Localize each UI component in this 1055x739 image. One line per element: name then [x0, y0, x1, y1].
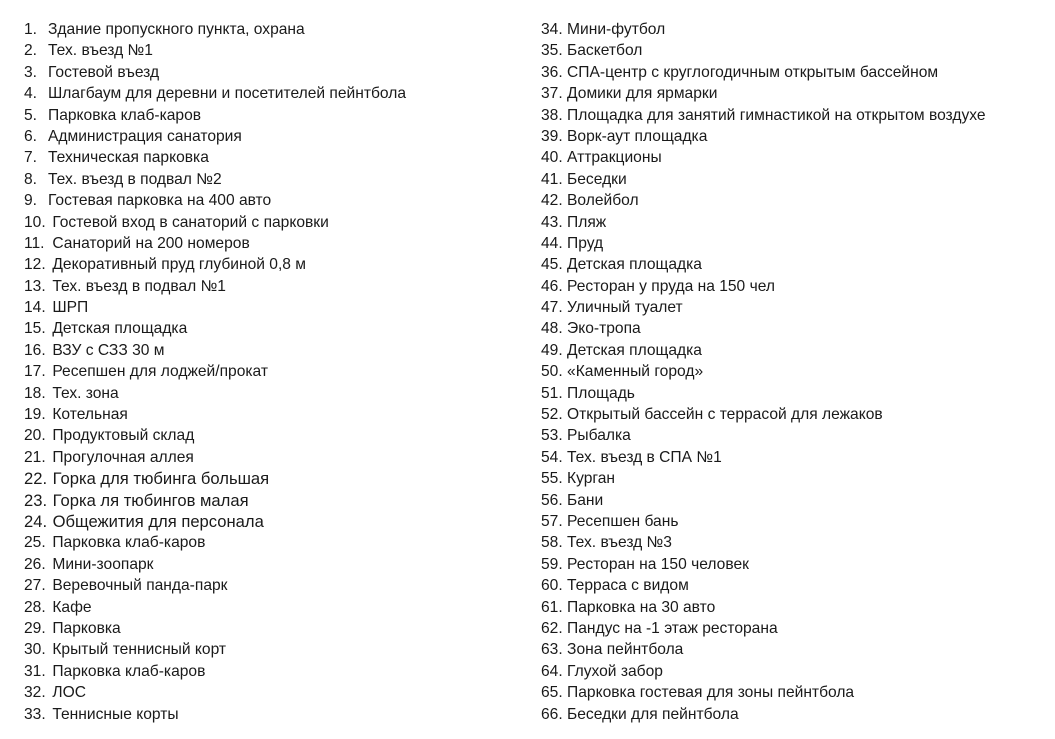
legend-item-label: Тех. въезд в подвал №2	[48, 170, 222, 188]
legend-item-label: Горка ля тюбингов малая	[52, 490, 249, 510]
legend-item-label: Декоративный пруд глубиной 0,8 м	[52, 256, 307, 274]
legend-item-number: 9.	[24, 192, 38, 210]
legend-item	[24, 169, 524, 190]
legend-item-label: Тех. въезд №3	[567, 534, 672, 552]
legend-item	[541, 62, 1055, 83]
legend-item	[541, 254, 1055, 275]
legend-item-label: Баскетбол	[567, 42, 643, 60]
legend-item-number: 56.	[541, 491, 563, 509]
legend-item	[541, 618, 1055, 639]
legend-item	[541, 276, 1055, 297]
legend-item-number: 54.	[541, 448, 563, 466]
legend-item-label: СПА-центр с круглогодичным открытым бассейном	[567, 63, 939, 81]
legend-item-label: Тех. въезд №1	[48, 42, 153, 60]
legend-item-label: Площадка для занятий гимнастикой на открытом воздухе	[567, 106, 986, 124]
legend-item-label: Рыбалка	[567, 427, 631, 445]
legend-item-label: Пляж	[567, 213, 607, 231]
legend-item-number: 42.	[541, 192, 563, 210]
legend-item-label: Парковка клаб-каров	[52, 662, 206, 680]
legend-item-label: Санаторий на 200 номеров	[52, 234, 250, 252]
legend-item	[541, 704, 1055, 725]
legend-item-label: Парковка клаб-каров	[48, 106, 202, 124]
legend-item-label: Беседки для пейнтбола	[567, 705, 739, 723]
legend-item-label: Детская площадка	[567, 256, 702, 274]
legend-item-number: 48.	[541, 320, 563, 338]
legend-item	[541, 404, 1055, 425]
legend-item	[541, 169, 1055, 190]
legend-item	[24, 297, 524, 318]
legend-item-label: Общежития для персонала	[52, 511, 264, 531]
legend-item-number: 20.	[24, 427, 46, 445]
legend-item	[541, 597, 1055, 618]
legend-item-number: 26.	[24, 555, 46, 573]
legend-item-number: 18.	[24, 384, 46, 402]
legend-item-number: 33.	[24, 705, 46, 723]
legend-item	[24, 105, 524, 126]
legend-item-label: Мини-зоопарк	[52, 555, 154, 573]
legend-item-number: 10.	[24, 213, 46, 231]
legend-item	[541, 468, 1055, 489]
legend-item-number: 60.	[541, 577, 563, 595]
legend-item-label: Парковка гостевая для зоны пейнтбола	[567, 684, 855, 702]
legend-item-number: 31.	[24, 662, 46, 680]
legend-item-number: 38.	[541, 106, 563, 124]
legend-item-number: 55.	[541, 470, 563, 488]
legend-item-number: 13.	[24, 277, 46, 295]
legend-item-number: 3.	[24, 63, 38, 81]
legend-item-label: Тех. въезд в подвал №1	[52, 277, 226, 295]
legend-item-label: «Каменный город»	[567, 363, 704, 381]
legend-item-number: 35.	[541, 42, 563, 60]
legend-item	[24, 62, 524, 83]
legend-item-number: 16.	[24, 341, 46, 359]
legend-item-label: Терраса с видом	[567, 577, 689, 595]
legend-item	[24, 126, 524, 147]
legend-item	[541, 105, 1055, 126]
legend-item	[541, 83, 1055, 104]
legend-item	[541, 318, 1055, 339]
legend-item-number: 52.	[541, 406, 563, 424]
legend-item-label: Гостевой въезд	[48, 63, 160, 81]
legend-item-number: 40.	[541, 149, 563, 167]
legend-item-number: 32.	[24, 684, 46, 702]
legend-item	[24, 383, 524, 404]
legend-item-label: Эко-тропа	[567, 320, 641, 338]
legend-item-label: Мини-футбол	[567, 21, 666, 38]
legend-item-label: Домики для ярмарки	[567, 85, 718, 103]
legend-item-label: Парковка	[52, 619, 121, 637]
legend-item-number: 28.	[24, 598, 46, 616]
legend-item-label: Шлагбаум для деревни и посетителей пейнтбола	[48, 85, 407, 103]
legend-item	[541, 340, 1055, 361]
legend-item	[24, 83, 524, 104]
legend-item-number: 6.	[24, 127, 38, 145]
legend-item-label: Теннисные корты	[52, 705, 179, 723]
legend-item-label: Гостевая парковка на 400 авто	[48, 192, 272, 210]
legend-item-number: 34.	[541, 21, 563, 38]
legend-item-label: Тех. зона	[52, 384, 119, 402]
legend-item-number: 30.	[24, 641, 46, 659]
legend-item-number: 51.	[541, 384, 563, 402]
legend-item	[541, 490, 1055, 511]
legend-item-number: 11.	[24, 234, 45, 252]
legend-item-number: 64.	[541, 662, 563, 680]
legend-item	[24, 212, 524, 233]
legend-item-number: 65.	[541, 684, 563, 702]
legend-item	[24, 704, 524, 725]
legend-item-number: 19.	[24, 406, 46, 424]
legend-item-number: 57.	[541, 512, 563, 530]
legend-item	[541, 682, 1055, 703]
legend-item	[24, 639, 524, 660]
legend-item-label: Пруд	[567, 234, 604, 252]
legend-list	[0, 19, 1055, 729]
legend-item-number: 47.	[541, 299, 563, 317]
legend-item	[24, 661, 524, 682]
legend-item-number: 49.	[541, 341, 563, 359]
legend-item-label: Волейбол	[567, 192, 639, 210]
legend-item-label: Уличный туалет	[567, 299, 683, 317]
legend-item-number: 23.	[24, 490, 48, 510]
legend-item-label: Парковка клаб-каров	[52, 534, 206, 552]
legend-item	[24, 682, 524, 703]
legend-item-label: Детская площадка	[567, 341, 702, 359]
legend-item-label: Зона пейнтбола	[567, 641, 684, 659]
legend-item-label: Ресепшен бань	[567, 512, 679, 530]
legend-item-label: Ресторан у пруда на 150 чел	[567, 277, 775, 295]
legend-item-label: ВЗУ с СЗЗ 30 м	[52, 341, 165, 359]
legend-item-label: Крытый теннисный корт	[52, 641, 227, 659]
legend-item-number: 36.	[541, 63, 563, 81]
legend-item-number: 7.	[24, 149, 38, 167]
legend-item	[24, 276, 524, 297]
legend-item	[24, 190, 524, 211]
legend-item-number: 12.	[24, 256, 46, 274]
legend-item-number: 63.	[541, 641, 563, 659]
legend-item-label: Открытый бассейн с террасой для лежаков	[567, 406, 883, 424]
legend-item-number: 17.	[24, 363, 46, 381]
legend-item	[541, 361, 1055, 382]
legend-item-label: ЛОС	[52, 684, 86, 702]
legend-item	[541, 532, 1055, 553]
legend-item-number: 2.	[24, 42, 38, 60]
legend-item	[541, 40, 1055, 61]
legend-item-label: Аттракционы	[567, 149, 662, 167]
legend-item-label: Бани	[567, 491, 604, 509]
legend-item-label: ШРП	[52, 299, 89, 317]
legend-item-label: Горка для тюбинга большая	[52, 469, 270, 489]
legend-item	[541, 425, 1055, 446]
legend-item	[24, 532, 524, 553]
legend-item-number: 1.	[24, 21, 38, 38]
legend-item	[24, 404, 524, 425]
legend-item	[541, 383, 1055, 404]
legend-item-number: 8.	[24, 170, 38, 188]
legend-item	[24, 511, 524, 532]
legend-item-label: Ресторан на 150 человек	[567, 555, 749, 573]
legend-item	[541, 212, 1055, 233]
legend-item-label: Тех. въезд в СПА №1	[567, 448, 722, 466]
legend-item-label: Глухой забор	[567, 662, 663, 680]
legend-item-number: 37.	[541, 85, 563, 103]
legend-item	[24, 318, 524, 339]
legend-item-number: 43.	[541, 213, 563, 231]
legend-item-label: Кафе	[52, 598, 92, 616]
legend-item-number: 39.	[541, 127, 563, 145]
legend-item-number: 25.	[24, 534, 46, 552]
legend-item-number: 41.	[541, 170, 563, 188]
legend-item	[24, 254, 524, 275]
legend-item-label: Продуктовый склад	[52, 427, 195, 445]
legend-column-right	[541, 19, 1055, 725]
legend-item	[24, 147, 524, 168]
legend-item	[541, 19, 1055, 40]
legend-item	[541, 511, 1055, 532]
legend-item	[541, 297, 1055, 318]
legend-item-label: Здание пропускного пункта, охрана	[48, 21, 305, 38]
legend-item	[541, 190, 1055, 211]
legend-item	[24, 618, 524, 639]
legend-item-number: 59.	[541, 555, 563, 573]
legend-item-number: 62.	[541, 619, 563, 637]
legend-item-label: Гостевой вход в санаторий с парковки	[52, 213, 329, 231]
legend-item-label: Беседки	[567, 170, 627, 188]
legend-item	[541, 147, 1055, 168]
legend-item-number: 45.	[541, 256, 563, 274]
legend-item	[541, 661, 1055, 682]
legend-item	[24, 575, 524, 596]
legend-item-number: 4.	[24, 85, 38, 103]
legend-item	[24, 468, 524, 489]
legend-item-label: Ресепшен для лоджей/прокат	[52, 363, 269, 381]
legend-item	[24, 425, 524, 446]
legend-item	[541, 126, 1055, 147]
legend-item-label: Котельная	[52, 406, 128, 424]
legend-item-number: 14.	[24, 299, 46, 317]
legend-item-number: 5.	[24, 106, 38, 124]
legend-item	[541, 639, 1055, 660]
legend-item	[541, 554, 1055, 575]
legend-item	[24, 340, 524, 361]
legend-item-number: 15.	[24, 320, 46, 338]
legend-item	[24, 361, 524, 382]
legend-item	[541, 575, 1055, 596]
legend-item	[24, 490, 524, 511]
legend-item-number: 24.	[24, 511, 48, 531]
legend-item	[24, 40, 524, 61]
legend-item	[24, 597, 524, 618]
legend-item-number: 58.	[541, 534, 563, 552]
legend-item-number: 44.	[541, 234, 563, 252]
legend-item	[541, 233, 1055, 254]
legend-item-label: Техническая парковка	[48, 149, 209, 167]
legend-item-label: Курган	[567, 470, 616, 488]
legend-item-number: 27.	[24, 577, 46, 595]
legend-item-number: 21.	[24, 448, 46, 466]
legend-item-number: 66.	[541, 705, 563, 723]
legend-item-number: 50.	[541, 363, 563, 381]
legend-item-number: 29.	[24, 619, 46, 637]
legend-item	[24, 19, 524, 40]
legend-item	[24, 233, 524, 254]
legend-item-number: 53.	[541, 427, 563, 445]
legend-item-number: 61.	[541, 598, 563, 616]
legend-item	[24, 447, 524, 468]
legend-item	[541, 447, 1055, 468]
legend-item-label: Детская площадка	[52, 320, 188, 338]
legend-item	[24, 554, 524, 575]
legend-column-left	[24, 19, 524, 725]
legend-item-number: 22.	[24, 469, 48, 489]
legend-item-label: Администрация санатория	[48, 127, 242, 145]
legend-item-label: Парковка на 30 авто	[567, 598, 716, 616]
legend-item-label: Ворк-аут площадка	[567, 127, 708, 145]
legend-item-label: Пандус на -1 этаж ресторана	[567, 619, 778, 637]
legend-item-number: 46.	[541, 277, 563, 295]
legend-item-label: Прогулочная аллея	[52, 448, 194, 466]
legend-item-label: Площадь	[567, 384, 635, 402]
legend-item-label: Веревочный панда-парк	[52, 577, 228, 595]
